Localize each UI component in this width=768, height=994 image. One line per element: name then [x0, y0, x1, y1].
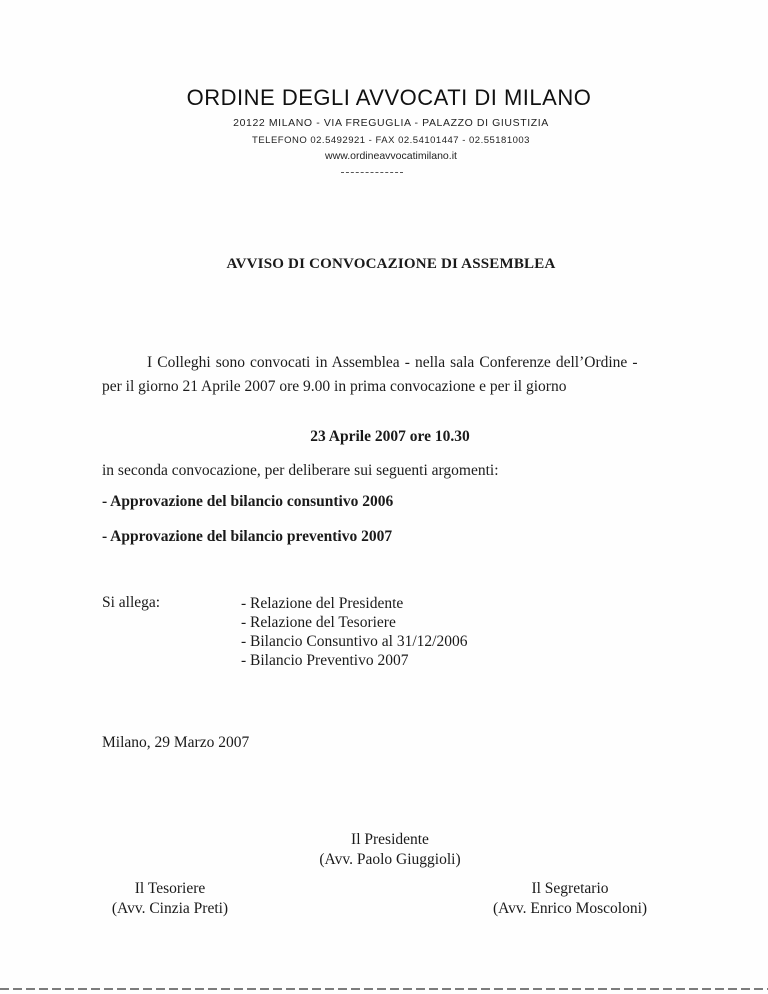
attachment-item: - Bilancio Consuntivo al 31/12/2006 — [241, 633, 468, 650]
signature-treasurer — [80, 879, 260, 919]
paragraph-2: in seconda convocazione, per deliberare sui seguenti argomenti: — [102, 462, 499, 479]
attachment-item: - Relazione del Presidente — [241, 595, 404, 612]
attachment-item: - Relazione del Tesoriere — [241, 614, 396, 631]
agenda-item: - Approvazione del bilancio preventivo 2007 — [102, 528, 393, 545]
signature-president — [280, 830, 500, 870]
letterhead-phone: TELEFONO 02.5492921 - FAX 02.54101447 - 02.55181003 — [252, 135, 530, 146]
signature-name: (Avv. Cinzia Preti) — [111, 900, 229, 917]
place-and-date: Milano, 29 Marzo 2007 — [102, 734, 250, 751]
signature-name: (Avv. Paolo Giuggioli) — [319, 851, 461, 868]
letterhead-title: ORDINE DEGLI AVVOCATI DI MILANO — [186, 85, 592, 110]
letterhead-address: 20122 MILANO - VIA FREGUGLIA - PALAZZO DI GIUSTIZIA — [233, 117, 549, 129]
signature-role: Il Segretario — [531, 880, 609, 897]
paragraph-1-line-2: per il giorno 21 Aprile 2007 ore 9.00 in prima convocazione e per il giorno — [102, 378, 567, 395]
document-heading: AVVISO DI CONVOCAZIONE DI ASSEMBLEA — [226, 256, 556, 272]
attachments-list — [241, 594, 467, 670]
signature-secretary — [440, 879, 700, 919]
second-convocation-date: 23 Aprile 2007 ore 10.30 — [310, 428, 470, 445]
signature-role: Il Tesoriere — [134, 880, 206, 897]
letterhead-website: www.ordineavvocatimilano.it — [325, 150, 457, 162]
agenda-item: - Approvazione del bilancio consuntivo 2006 — [102, 493, 394, 510]
letterhead-divider — [341, 172, 403, 173]
attachments-label: Si allega: — [102, 594, 161, 611]
signature-role: Il Presidente — [351, 831, 429, 848]
attachment-item: - Bilancio Preventivo 2007 — [241, 652, 409, 669]
signature-name: (Avv. Enrico Moscoloni) — [492, 900, 648, 917]
paragraph-1-line-1: I Colleghi sono convocati in Assemblea - nella sala Conferenze dell’Ordine - — [147, 354, 638, 371]
scan-edge-line — [0, 988, 768, 990]
